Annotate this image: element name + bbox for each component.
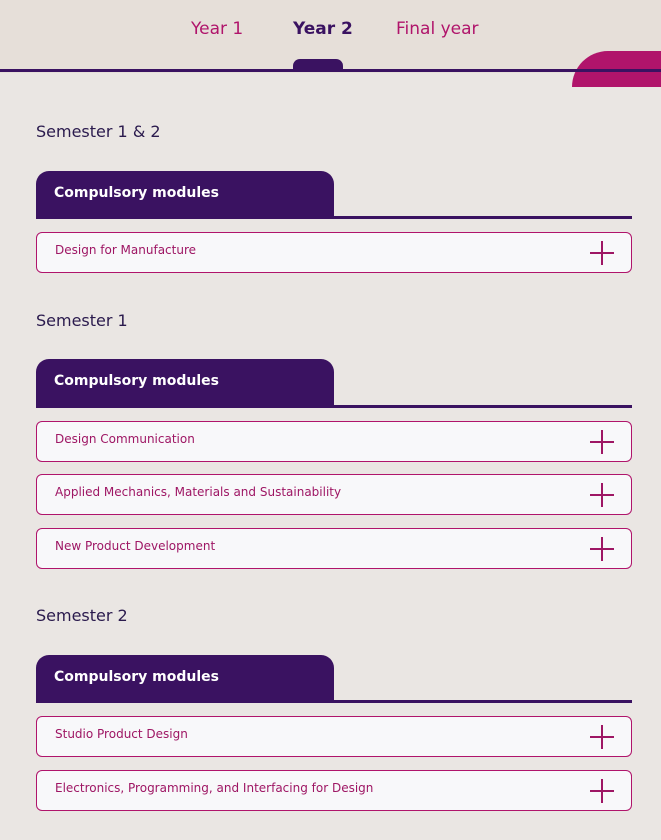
module-name: Design Communication (55, 432, 195, 446)
compulsory-modules-header (36, 359, 334, 406)
header-divider (36, 216, 632, 219)
plus-icon[interactable] (590, 779, 614, 803)
module-name: Design for Manufacture (55, 243, 197, 257)
module-name: Applied Mechanics, Materials and Sustainability (55, 485, 342, 499)
tab-year-2[interactable]: Year 2 (293, 19, 353, 39)
compulsory-modules-header (36, 171, 334, 218)
tab-final-year[interactable]: Final year (396, 19, 479, 39)
header-divider (36, 405, 632, 408)
semester-title: Semester 1 & 2 (36, 122, 161, 141)
plus-icon[interactable] (590, 483, 614, 507)
compulsory-modules-label: Compulsory modules (54, 373, 219, 389)
compulsory-modules-header (36, 655, 334, 702)
plus-icon[interactable] (590, 537, 614, 561)
module-name: Studio Product Design (55, 727, 188, 741)
module-accordion[interactable] (36, 421, 632, 462)
compulsory-modules-label: Compulsory modules (54, 185, 219, 201)
tab-year-1[interactable]: Year 1 (191, 19, 244, 39)
plus-icon[interactable] (590, 241, 614, 265)
plus-icon[interactable] (590, 725, 614, 749)
module-accordion[interactable] (36, 528, 632, 569)
module-accordion[interactable] (36, 716, 632, 757)
plus-icon[interactable] (590, 430, 614, 454)
compulsory-modules-label: Compulsory modules (54, 669, 219, 685)
header-divider (36, 700, 632, 703)
module-accordion[interactable] (36, 232, 632, 273)
module-name: Electronics, Programming, and Interfacing for Design (55, 781, 374, 795)
year-tab-bar (0, 0, 661, 73)
semester-title: Semester 1 (36, 311, 128, 330)
module-name: New Product Development (55, 539, 216, 553)
tab-bar-divider (0, 69, 661, 72)
module-accordion[interactable] (36, 770, 632, 811)
semester-title: Semester 2 (36, 606, 128, 625)
module-accordion[interactable] (36, 474, 632, 515)
